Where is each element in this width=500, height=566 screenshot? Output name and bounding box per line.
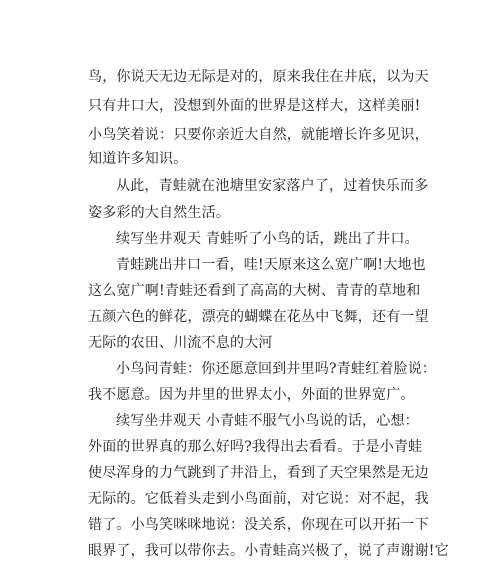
text-line: 只有井口大，没想到外面的世界是这样大，这样美丽! [88, 98, 421, 114]
text-line: 无际的农田、川流不息的大河 [88, 335, 273, 351]
text-line: 我不愿意。因为井里的世界太小，外面的世界宽广。 [88, 387, 415, 403]
text-line: 无际的。它低着头走到小鸟面前，对它说：对不起，我 [88, 491, 429, 507]
text-line: 使尽浑身的力气跳到了井沿上，看到了天空果然是无边 [88, 465, 429, 481]
text-line: 青蛙跳出井口一看，哇!天原来这么宽广啊!大地也 [116, 257, 426, 273]
text-line: 从此，青蛙就在池塘里安家落户了，过着快乐而多 [116, 178, 429, 194]
text-line: 姿多彩的大自然生活。 [88, 205, 230, 221]
text-line: 知道许多知识。 [88, 151, 188, 167]
text-line: 续写坐井观天 青蛙听了小鸟的话，跳出了井口。 [116, 231, 419, 247]
text-line: 错了。小鸟笑咪咪地说：没关系，你现在可以开拓一下 [88, 517, 429, 533]
text-line: 续写坐井观天 小青蛙不服气小鸟说的话，心想： [116, 413, 419, 429]
text-line: 鸟，你说天无边无际是对的，原来我住在井底，以为天 [88, 69, 429, 85]
text-line: 小鸟笑着说：只要你亲近大自然，就能增长许多见识， [88, 127, 429, 143]
text-line: 眼界了，我可以带你去。小青蛙高兴极了，说了声谢谢!它 [88, 543, 449, 559]
text-line: 小鸟问青蛙：你还愿意回到井里吗?青蛙红着脸说： [116, 361, 437, 377]
text-line: 五颜六色的鲜花，漂亮的蝴蝶在花丛中飞舞，还有一望 [88, 309, 429, 325]
text-line: 这么宽广啊!青蛙还看到了高高的大树、青青的草地和 [88, 283, 421, 299]
text-line: 外面的世界真的那么好吗?我得出去看看。于是小青蛙 [88, 439, 423, 455]
